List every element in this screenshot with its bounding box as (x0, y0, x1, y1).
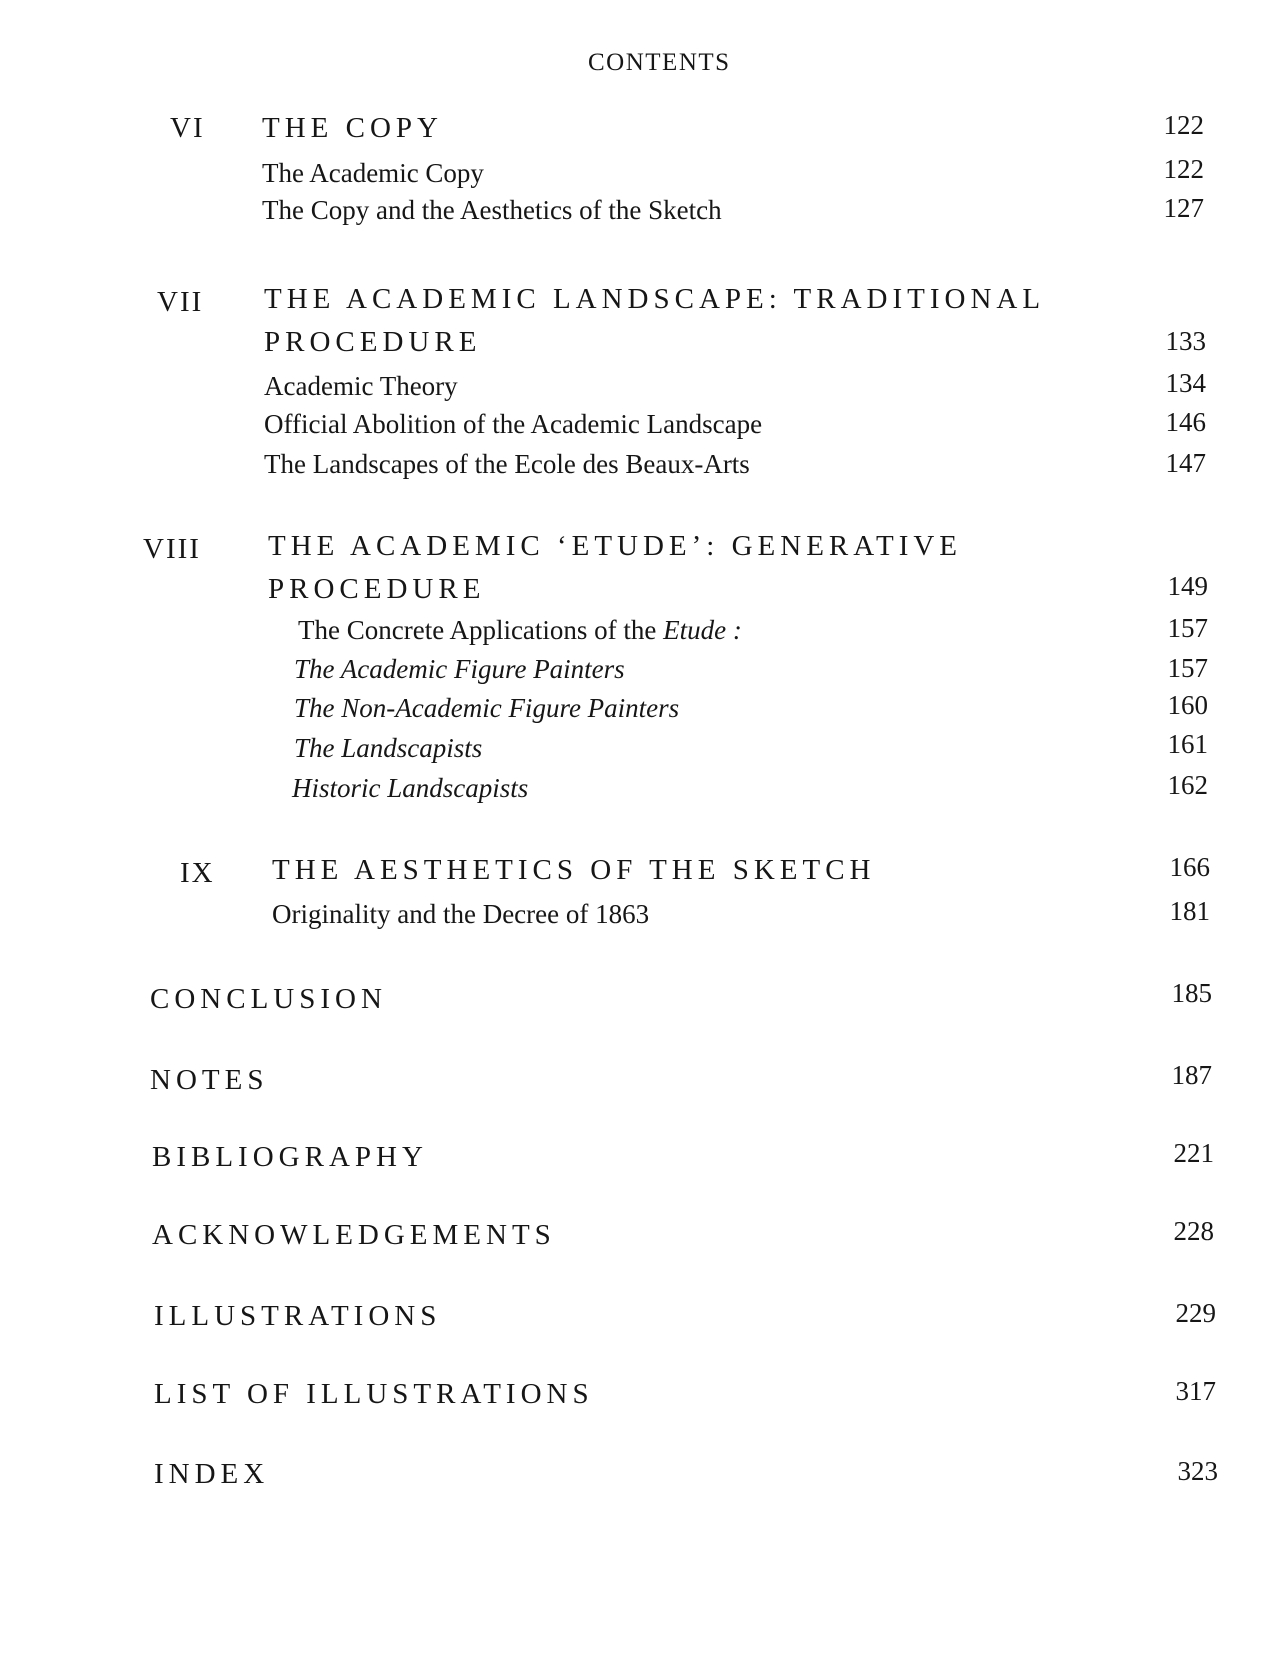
chapter-numeral-ix: IX (180, 857, 215, 889)
chapter-title-vii-line2: PROCEDURE (264, 326, 482, 358)
chapter-numeral-vi: VI (170, 112, 205, 144)
chapter-page-vii: 133 (1165, 326, 1206, 356)
section-page: 161 (1167, 729, 1208, 759)
section-landscapes-ecole: The Landscapes of the Ecole des Beaux-Arts (264, 449, 750, 479)
entry-bibliography: BIBLIOGRAPHY (152, 1141, 428, 1173)
entry-index: INDEX (154, 1458, 270, 1490)
entry-page: 317 (1175, 1376, 1216, 1406)
entry-conclusion: CONCLUSION (150, 983, 387, 1015)
entry-page: 185 (1171, 978, 1212, 1008)
chapter-numeral-vii: VII (157, 286, 204, 318)
entry-page: 187 (1171, 1060, 1212, 1090)
entry-notes: NOTES (150, 1064, 269, 1096)
entry-page: 323 (1177, 1456, 1218, 1486)
section-page: 160 (1167, 690, 1208, 720)
section-page: 122 (1163, 154, 1204, 184)
chapter-title-viii-line1: THE ACADEMIC ‘ETUDE’: GENERATIVE (268, 530, 963, 562)
entry-page: 229 (1175, 1298, 1216, 1328)
section-copy-aesthetics: The Copy and the Aesthetics of the Sketch (262, 195, 722, 225)
entry-acknowledgements: ACKNOWLEDGEMENTS (152, 1219, 556, 1251)
chapter-title-vii-line1: THE ACADEMIC LANDSCAPE: TRADITIONAL (264, 283, 1046, 315)
section-academic-theory: Academic Theory (264, 371, 458, 401)
chapter-page-viii: 149 (1167, 571, 1208, 601)
entry-page: 221 (1173, 1138, 1214, 1168)
section-page: 157 (1167, 653, 1208, 683)
entry-list-of-illustrations: LIST OF ILLUSTRATIONS (154, 1378, 594, 1410)
section-concrete-applications (298, 617, 742, 644)
chapter-title-vi: THE COPY (262, 112, 443, 144)
section-academic-figure-painters: The Academic Figure Painters (294, 654, 625, 684)
section-page: 162 (1167, 770, 1208, 800)
section-label-roman: The Concrete Applications of the (298, 615, 664, 645)
chapter-title-viii-line2: PROCEDURE (268, 573, 486, 605)
section-official-abolition: Official Abolition of the Academic Landscape (264, 409, 763, 439)
entry-page: 228 (1173, 1216, 1214, 1246)
entry-illustrations: ILLUSTRATIONS (154, 1300, 442, 1332)
section-page: 146 (1165, 407, 1206, 437)
section-originality-decree: Originality and the Decree of 1863 (272, 899, 650, 929)
page-heading: CONTENTS (588, 49, 731, 76)
section-page: 157 (1167, 613, 1208, 643)
section-non-academic-figure-painters: The Non-Academic Figure Painters (294, 693, 680, 723)
section-label-italic: Etude : (663, 615, 742, 645)
section-historic-landscapists: Historic Landscapists (292, 773, 529, 803)
chapter-page-ix: 166 (1169, 852, 1210, 882)
section-landscapists: The Landscapists (294, 733, 483, 763)
section-page: 147 (1165, 448, 1206, 478)
section-page: 181 (1169, 896, 1210, 926)
chapter-page-vi: 122 (1163, 110, 1204, 140)
section-academic-copy: The Academic Copy (262, 158, 484, 188)
chapter-title-ix: THE AESTHETICS OF THE SKETCH (272, 854, 876, 886)
section-page: 134 (1165, 368, 1206, 398)
chapter-numeral-viii: VIII (143, 533, 201, 565)
section-page: 127 (1163, 193, 1204, 223)
